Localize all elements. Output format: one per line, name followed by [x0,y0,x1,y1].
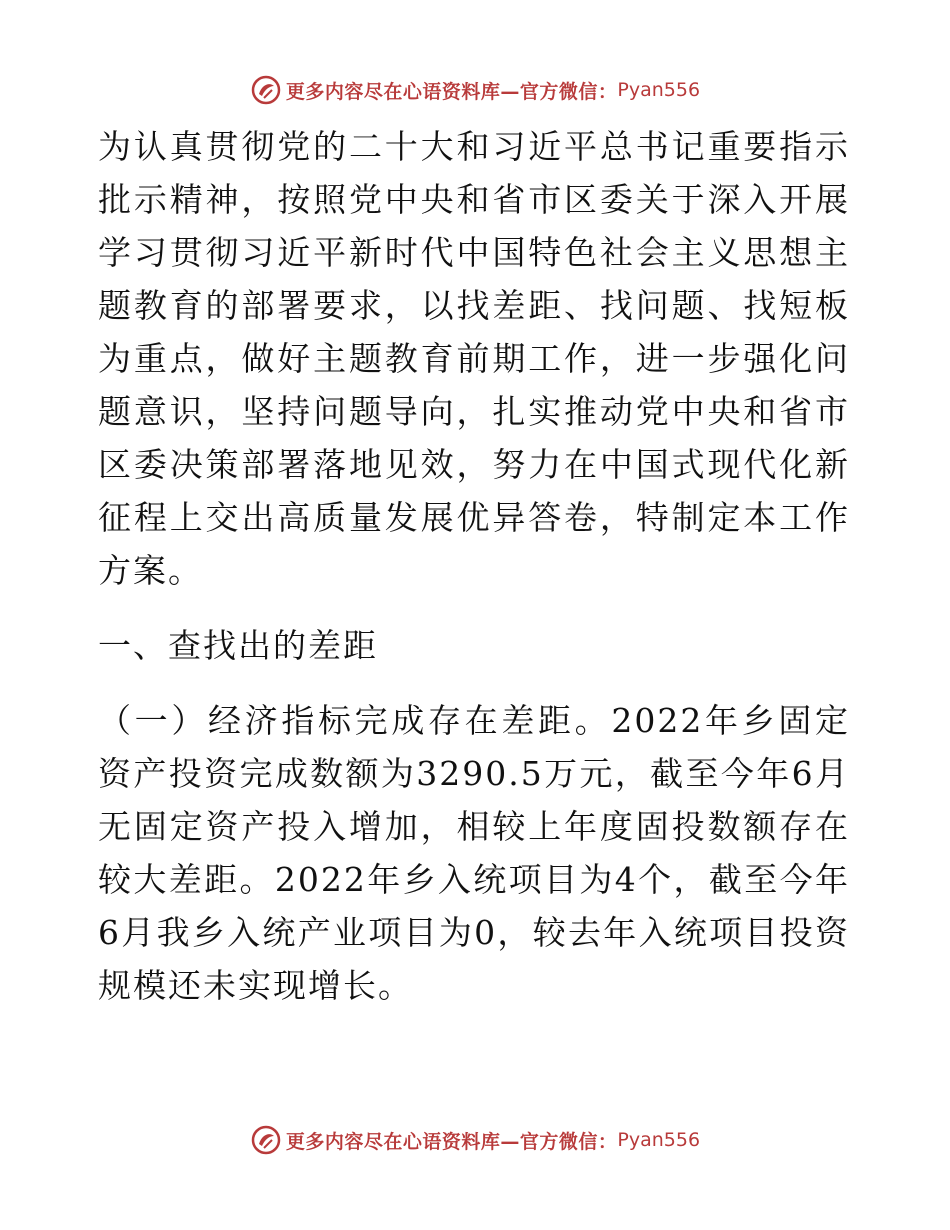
section-paragraph: （一）经济指标完成存在差距。2022年乡固定资产投资完成数额为3290.5万元，截至今年6月无固定资产投入增加，相较上年度固投数额存在较大差距。2022年乡入统项目为4个，截至今年6月我乡入统产业项目为0，较去年入统项目投资规模还未实现增长。 [98,701,850,1005]
header-banner [0,70,950,110]
footer-banner [0,1120,950,1160]
document-body [98,120,850,1012]
banner-contact: Pyan556 [617,1129,701,1151]
banner-text: 更多内容尽在心语资料库—官方微信： [285,80,618,103]
section-heading: 一、查找出的差距 [98,626,378,665]
intro-paragraph: 为认真贯彻党的二十大和习近平总书记重要指示批示精神，按照党中央和省市区委关于深入开展学习贯彻习近平新时代中国特色社会主义思想主题教育的部署要求，以找差距、找问题、找短板为重点，做好主题教育前期工作，进一步强化问题意识，坚持问题导向，扎实推动党中央和省市区委决策部署落地见效，努力在中国式现代化新征程上交出高质量发展优异答卷，特制定本工作方案。 [98,127,850,590]
seal-logo-icon [250,74,282,106]
banner-text: 更多内容尽在心语资料库—官方微信： [285,1130,618,1153]
banner-contact: Pyan556 [617,79,701,101]
seal-logo-icon [250,1124,282,1156]
